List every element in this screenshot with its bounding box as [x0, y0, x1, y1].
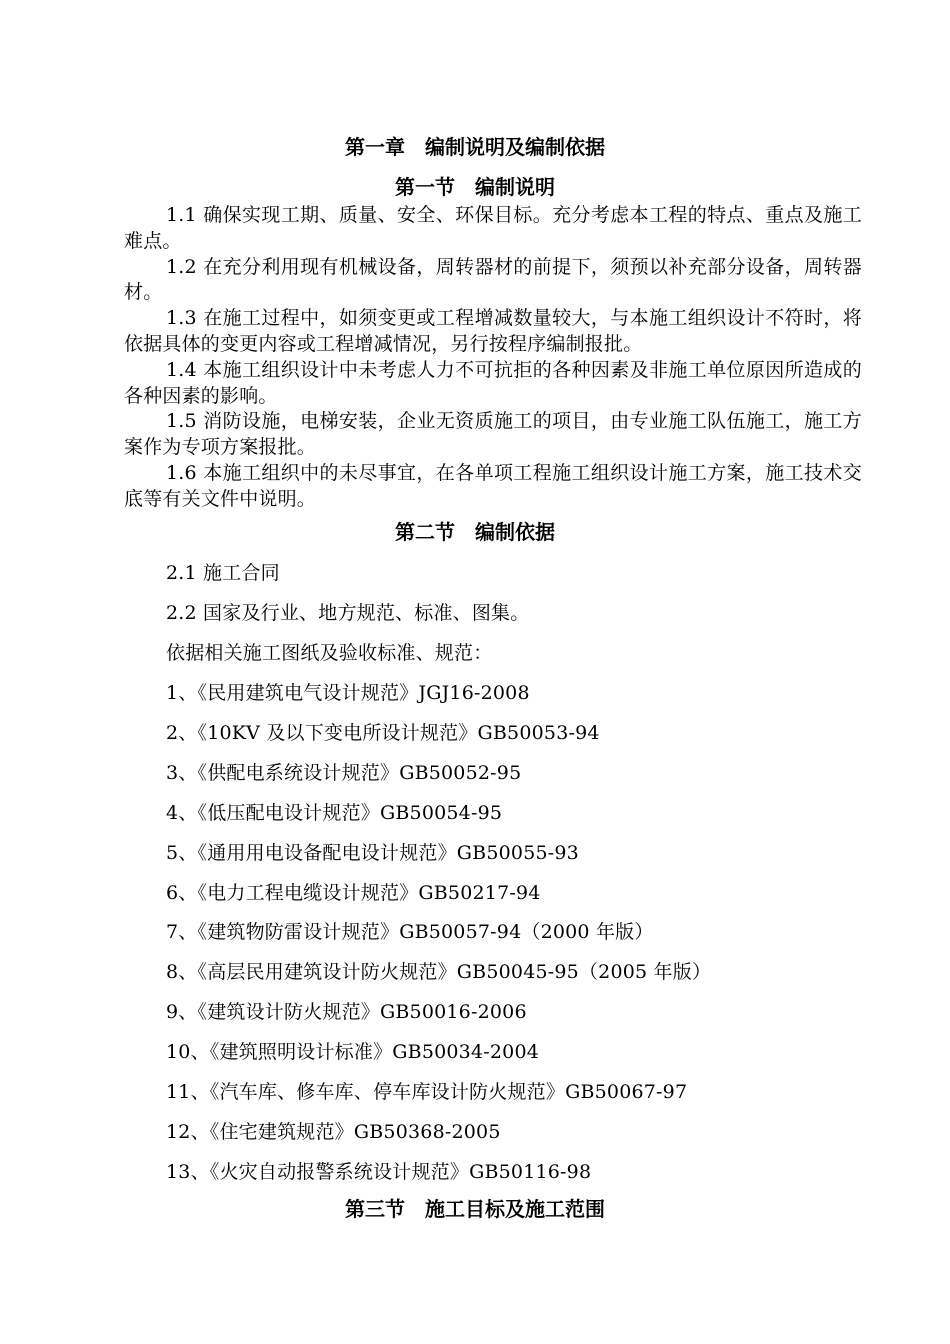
paragraph-1-3: 1.3 在施工过程中，如须变更或工程增减数量较大，与本施工组织设计不符时，将依据具体的变更内容或工程增减情况，另行按程序编制报批。	[124, 307, 862, 355]
section-1-paragraphs	[124, 203, 862, 513]
list-item: 3、《供配电系统设计规范》GB50052-95	[166, 762, 522, 784]
section-2-title: 第二节 编制依据	[395, 520, 555, 544]
paragraph-1-5: 1.5 消防设施，电梯安装，企业无资质施工的项目，由专业施工队伍施工，施工方案作为专项方案报批。	[124, 410, 862, 459]
list-item: 7、《建筑物防雷设计规范》GB50057-94（2000 年版）	[166, 921, 654, 943]
list-item: 2.2 国家及行业、地方规范、标准、图集。	[166, 602, 530, 624]
list-item: 10、《建筑照明设计标准》GB50034-2004	[166, 1041, 540, 1063]
section-1-title: 第一节 编制说明	[395, 175, 555, 199]
list-item: 11、《汽车库、修车库、停车库设计防火规范》GB50067-97	[166, 1081, 688, 1103]
list-item: 2.1 施工合同	[166, 562, 280, 584]
list-item: 依据相关施工图纸及验收标准、规范：	[166, 642, 493, 664]
paragraph-1-2: 1.2 在充分利用现有机械设备，周转器材的前提下，须预以补充部分设备，周转器材。	[124, 255, 862, 304]
list-item: 13、《火灾自动报警系统设计规范》GB50116-98	[166, 1161, 592, 1183]
paragraph-1-1: 1.1 确保实现工期、质量、安全、环保目标。充分考虑本工程的特点、重点及施工难点。	[124, 204, 862, 252]
list-item: 8、《高层民用建筑设计防火规范》GB50045-95（2005 年版）	[166, 961, 712, 983]
list-item: 1、《民用建筑电气设计规范》JGJ16-2008	[166, 682, 530, 704]
list-item: 9、《建筑设计防火规范》GB50016-2006	[166, 1001, 527, 1023]
paragraph-1-4: 1.4 本施工组织设计中未考虑人力不可抗拒的各种因素及非施工单位原因所造成的各种因素的影响。	[124, 358, 862, 407]
list-item: 12、《住宅建筑规范》GB50368-2005	[166, 1121, 501, 1143]
paragraph-1-6: 1.6 本施工组织中的未尽事宜，在各单项工程施工组织设计施工方案，施工技术交底等有关文件中说明。	[124, 461, 862, 510]
list-item: 6、《电力工程电缆设计规范》GB50217-94	[166, 882, 541, 904]
chapter-title: 第一章 编制说明及编制依据	[345, 135, 605, 159]
list-item: 4、《低压配电设计规范》GB50054-95	[166, 802, 503, 824]
section-3-title: 第三节 施工目标及施工范围	[345, 1197, 605, 1221]
list-item: 5、《通用用电设备配电设计规范》GB50055-93	[166, 842, 579, 864]
list-item: 2、《10KV 及以下变电所设计规范》GB50053-94	[166, 722, 600, 744]
